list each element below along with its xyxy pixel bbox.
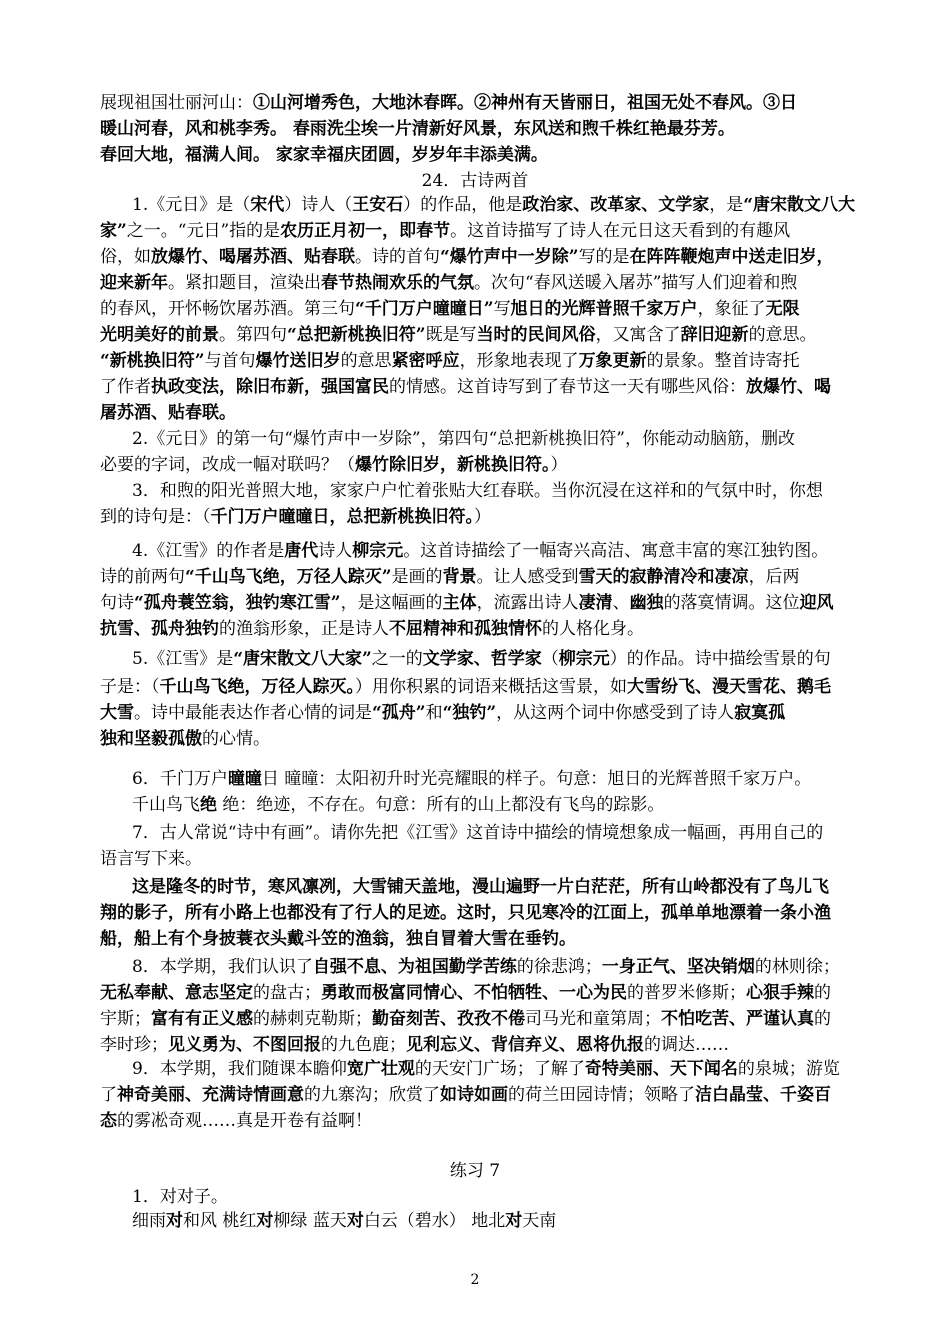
- text-run: ）的作品。诗中描绘雪景的句: [609, 649, 831, 669]
- text-line: [100, 1034, 729, 1056]
- text-run: 的九寨沟；欣赏了: [304, 1085, 440, 1105]
- text-run: 绝：绝迹，不存在。句意：所有的山上都没有飞鸟的踪影。: [217, 795, 665, 815]
- bold-text-run: 船，船上有个身披蓑衣头戴斗笠的渔翁，独自冒着大雪在垂钓。: [100, 929, 576, 949]
- text-run: 了: [100, 1085, 117, 1105]
- bold-text-run: 紧密呼应: [391, 351, 460, 371]
- text-line: [100, 1084, 831, 1106]
- bold-text-run: 柳宗元: [558, 649, 610, 669]
- text-line: [132, 1186, 228, 1208]
- bold-text-run: 春回大地，福满人间。 家家幸福庆团圆，岁岁年丰添美满。: [100, 145, 548, 165]
- bold-text-run: 千山鸟飞绝，万径人踪灭。: [159, 677, 355, 697]
- text-run: 的盘古；: [253, 983, 321, 1003]
- text-run: ）用你积累的词语来概括这雪景，如: [355, 677, 627, 697]
- text-run: ，是: [709, 195, 744, 215]
- bold-text-run: “孤舟”: [372, 703, 426, 723]
- bold-text-run: 见义勇为、不图回报: [168, 1035, 321, 1055]
- text-run: ，从这两个词中你感受到了诗人: [496, 703, 735, 723]
- bold-text-run: “独钓”: [442, 703, 497, 723]
- bold-text-run: 辞旧迎新: [680, 325, 749, 345]
- text-run: 8．本学期，我们认识了: [132, 957, 313, 977]
- bold-text-run: 勤奋刻苦、孜孜不倦: [372, 1009, 525, 1029]
- text-run: 24．古诗两首: [421, 171, 529, 191]
- text-run: 诗的前两句: [100, 567, 185, 587]
- bold-text-run: 神奇美丽、充满诗情画意: [117, 1085, 304, 1105]
- bold-text-run: 万象更新: [578, 351, 647, 371]
- text-line: [100, 272, 797, 294]
- text-line: [100, 298, 800, 320]
- text-line: [100, 592, 834, 614]
- text-run: ）的作品，他是: [403, 195, 523, 215]
- text-line: [132, 1058, 840, 1080]
- text-run: 之一。“元日”指的是: [126, 221, 281, 241]
- text-line: [132, 956, 840, 978]
- text-run: 9．本学期，我们随课本瞻仰: [132, 1059, 347, 1079]
- text-run: 的普罗米修斯；: [627, 983, 746, 1003]
- text-line: [100, 376, 831, 398]
- text-run: 的心情。: [202, 729, 270, 749]
- bold-text-run: 对: [346, 1211, 364, 1231]
- text-run: 的渔翁形象，正是诗人: [219, 619, 389, 639]
- text-run: 的荷兰田园诗情；领略了: [508, 1085, 695, 1105]
- text-run: 展现祖国壮丽河山：: [100, 93, 253, 113]
- bold-text-run: 放爆竹、喝屠苏酒、贴春联: [151, 247, 355, 267]
- text-run: 的泉城；游览: [737, 1059, 840, 1079]
- bold-text-run: 家”: [100, 221, 127, 241]
- text-line: [132, 194, 855, 216]
- text-run: 白云（碧水） 地北: [363, 1211, 506, 1231]
- text-line: [132, 768, 811, 790]
- text-run: 俗，如: [100, 247, 151, 267]
- bold-text-run: 寂寞孤: [734, 703, 786, 723]
- text-line: [100, 144, 548, 166]
- bold-text-run: 屠苏酒、贴春联。: [100, 403, 236, 423]
- text-line: [100, 220, 790, 242]
- bold-text-run: 执政变法，除旧布新，强国富民: [151, 377, 389, 397]
- text-run: 1．对对子。: [132, 1187, 228, 1207]
- bold-text-run: 暖山河春，风和桃李秀。 春雨洗尘埃一片清新好风景，东风送和煦千株红艳最芬芳。: [100, 119, 735, 139]
- text-line: [100, 902, 831, 924]
- text-run: 李时珍；: [100, 1035, 168, 1055]
- text-line: [100, 928, 576, 950]
- text-line: [100, 848, 202, 870]
- text-run: 细雨: [132, 1211, 166, 1231]
- bold-text-run: ①山河增秀色，大地沐春晖。②神州有天皆丽日，祖国无处不春风。③日: [253, 93, 797, 113]
- bold-text-run: 曈曈: [227, 769, 262, 789]
- text-line: [100, 454, 568, 476]
- text-run: 的春风，开怀畅饮屠苏酒。第三句: [100, 299, 355, 319]
- text-line: [100, 324, 817, 346]
- text-run: 7．古人常说“诗中有画”。请你先把《江雪》这首诗中描绘的情境想象成一幅画，再用自己的: [132, 823, 824, 843]
- text-run: 到的诗句是：（: [100, 507, 211, 527]
- text-line: [100, 702, 785, 724]
- bold-text-run: 态: [100, 1111, 117, 1131]
- bold-text-run: 迎风: [799, 593, 834, 613]
- text-line: [132, 428, 795, 450]
- text-run: 、: [612, 593, 630, 613]
- bold-text-run: 不怕吃苦、严谨认真: [661, 1009, 814, 1029]
- text-run: 的九色鹿；: [321, 1035, 406, 1055]
- bold-text-run: 雪天的寂静清冷和凄凉: [578, 567, 749, 587]
- text-run: 的雾凇奇观……真是开卷有益啊！: [117, 1111, 372, 1131]
- text-run: 的意思。: [748, 325, 817, 345]
- bold-text-run: 背景: [442, 567, 477, 587]
- text-line: [100, 982, 831, 1004]
- text-run: ，流露出诗人: [476, 593, 579, 613]
- text-run: 的赫刺克勒斯；: [253, 1009, 372, 1029]
- text-line: [100, 676, 831, 698]
- bold-text-run: 对: [166, 1211, 183, 1231]
- bold-text-run: 洁白晶莹、千姿百: [695, 1085, 831, 1105]
- text-run: 是画的: [391, 567, 443, 587]
- text-line: [100, 506, 491, 528]
- text-run: 的意思: [340, 351, 392, 371]
- bold-text-run: 对: [505, 1211, 523, 1231]
- text-line: [100, 118, 735, 140]
- text-run: 写: [493, 299, 511, 319]
- text-run: 。这首诗描写了诗人在元日这天看到的有趣风: [450, 221, 791, 241]
- text-run: 与首句: [204, 351, 256, 371]
- page-number: 2: [470, 1272, 480, 1288]
- text-line: [100, 728, 270, 750]
- bold-text-run: 王安石: [352, 195, 404, 215]
- text-run: 的人格化身。: [542, 619, 644, 639]
- text-run: 4.《江雪》的作者是: [132, 541, 285, 561]
- text-run: ，形象地表现了: [459, 351, 579, 371]
- text-run: ）: [550, 455, 568, 475]
- text-run: 的情感。这首诗写到了春节这一天有哪些风俗：: [389, 377, 746, 397]
- bold-text-run: “千山鸟飞绝，万径人踪灭”: [185, 567, 392, 587]
- bold-text-run: “总把新桃换旧符”: [287, 325, 426, 345]
- text-run: 的落寞情调。这位: [663, 593, 800, 613]
- bold-text-run: 大雪纷飞、漫天雪花、鹅毛: [627, 677, 831, 697]
- text-run: 的: [814, 983, 831, 1003]
- bold-text-run: 无私奉献、意志坚定: [100, 983, 253, 1003]
- text-line: [100, 1008, 831, 1030]
- text-run: 的徐悲鸿；: [516, 957, 602, 977]
- text-line: [100, 566, 800, 588]
- text-run: 句诗: [100, 593, 134, 613]
- text-run: 日 曈曈：太阳初升时光亮耀眼的样子。句意：旭日的光辉普照千家万户。: [261, 769, 812, 789]
- bold-text-run: 无限: [765, 299, 800, 319]
- bold-text-run: 光明美好的前景: [100, 325, 219, 345]
- bold-text-run: 翔的影子，所有小路上也都没有了行人的足迹。这时，只见寒冷的江面上，孤单单地漂着一条小渔: [100, 903, 831, 923]
- bold-text-run: 对: [256, 1211, 274, 1231]
- text-line: [100, 350, 800, 372]
- text-line: [132, 876, 829, 898]
- bold-text-run: 幽独: [629, 593, 664, 613]
- bold-text-run: “唐宋散文八大家”: [233, 649, 372, 669]
- text-run: 。诗中最能表达作者心情的词是: [134, 703, 372, 723]
- text-line: [100, 92, 797, 114]
- bold-text-run: 心狠手辣: [746, 983, 814, 1003]
- text-run: 的天安门广场；了解了: [414, 1059, 585, 1079]
- bold-text-run: 见利忘义、背信弃义、恩将仇报: [406, 1035, 644, 1055]
- text-line: [100, 618, 644, 640]
- text-run: 和风 桃红: [183, 1211, 257, 1231]
- bold-text-run: 这是隆冬的时节，寒风凛冽，大雪铺天盖地，漫山遍野一片白茫茫，所有山岭都没有了鸟儿飞: [132, 877, 829, 897]
- text-run: ）诗人（: [284, 195, 353, 215]
- bold-text-run: “千门万户曈曈日”: [355, 299, 494, 319]
- bold-text-run: 爆竹除旧岁，新桃换旧符。: [355, 455, 551, 475]
- bold-text-run: 爆竹送旧岁: [255, 351, 341, 371]
- text-run: 练习 7: [449, 1161, 501, 1181]
- bold-text-run: 一身正气、坚决销烟: [601, 957, 755, 977]
- text-run: 的: [814, 1009, 831, 1029]
- text-run: 天南: [522, 1211, 557, 1231]
- text-run: 子是：（: [100, 677, 160, 697]
- bold-text-run: “新桃换旧符”: [100, 351, 205, 371]
- bold-text-run: 独和坚毅孤傲: [100, 729, 202, 749]
- section-heading: [0, 1160, 950, 1182]
- text-run: 之一的: [371, 649, 423, 669]
- bold-text-run: 春节热闹欢乐的气氛: [321, 273, 474, 293]
- bold-text-run: 勇敢而极富同情心、不怕牺牲、一心为民: [321, 983, 627, 1003]
- text-run: 1.《元日》是（: [132, 195, 251, 215]
- text-run: 的调达……: [644, 1035, 729, 1055]
- bold-text-run: “唐宋散文八大: [743, 195, 856, 215]
- bold-text-run: 如诗如画: [440, 1085, 508, 1105]
- bold-text-run: 奇特美丽、天下闻名: [584, 1059, 738, 1079]
- text-line: [100, 1110, 372, 1132]
- bold-text-run: 凄清: [578, 593, 613, 613]
- text-run: 必要的字词，改成一幅对联吗？（: [100, 455, 355, 475]
- text-run: 5.《江雪》是: [132, 649, 234, 669]
- text-run: 。次句“春风送暖入屠苏”描写人们迎着和煦: [474, 273, 798, 293]
- section-heading: [0, 170, 950, 192]
- bold-text-run: 宋代: [250, 195, 285, 215]
- text-line: [100, 246, 834, 268]
- text-run: 6．千门万户: [132, 769, 228, 789]
- bold-text-run: 不屈精神和孤独情怀: [389, 619, 542, 639]
- text-run: 语言写下来。: [100, 849, 202, 869]
- text-run: 。第四句: [219, 325, 287, 345]
- text-line: [132, 480, 823, 502]
- bold-text-run: 宽广壮观: [346, 1059, 415, 1079]
- text-line: [132, 648, 831, 670]
- text-run: 。紧扣题目，渲染出: [168, 273, 321, 293]
- text-run: 和: [425, 703, 443, 723]
- bold-text-run: 迎来新年: [100, 273, 168, 293]
- bold-text-run: 当时的民间风俗: [476, 325, 596, 345]
- text-run: 千山鸟飞: [132, 795, 200, 815]
- bold-text-run: 政治家、改革家、文学家: [522, 195, 710, 215]
- text-run: 司马光和童第周；: [525, 1009, 661, 1029]
- bold-text-run: 富有有正义感: [151, 1009, 253, 1029]
- text-run: ）: [474, 507, 491, 527]
- bold-text-run: 放爆竹、喝: [746, 377, 831, 397]
- bold-text-run: 抗雪、孤舟独钓: [100, 619, 219, 639]
- bold-text-run: 旭日的光辉普照千家万户: [510, 299, 698, 319]
- bold-text-run: “爆竹声中一岁除”: [440, 247, 579, 267]
- text-run: 。让人感受到: [476, 567, 579, 587]
- bold-text-run: 在阵阵鞭炮声中送走旧岁，: [629, 247, 834, 267]
- text-run: （: [541, 649, 559, 669]
- text-run: ，象征了: [697, 299, 766, 319]
- text-run: 诗人: [318, 541, 353, 561]
- text-run: 既是写: [425, 325, 477, 345]
- bold-text-run: 自强不息、为祖国勤学苦练: [312, 957, 517, 977]
- bold-text-run: 主体: [442, 593, 477, 613]
- text-run: 。这首诗描绘了一幅寄兴高洁、寓意丰富的寒江独钓图。: [403, 541, 829, 561]
- text-run: ，又寓含了: [595, 325, 681, 345]
- text-run: 了作者: [100, 377, 151, 397]
- text-run: 宇斯；: [100, 1009, 151, 1029]
- bold-text-run: 大雪: [100, 703, 134, 723]
- bold-text-run: 千门万户曈曈日，总把新桃换旧符。: [210, 507, 474, 527]
- text-line: [132, 540, 828, 562]
- text-run: ，是这幅画的: [340, 593, 443, 613]
- text-line: [132, 1210, 556, 1232]
- text-run: 3．和煦的阳光普照大地，家家户户忙着张贴大红春联。当你沉浸在这祥和的气氛中时，你想: [132, 481, 823, 501]
- bold-text-run: 绝: [200, 795, 217, 815]
- bold-text-run: 文学家、哲学家: [422, 649, 542, 669]
- text-run: 2.《元日》的第一句“爆竹声中一岁除”，第四句“总把新桃换旧符”，你能动动脑筋，删改: [132, 429, 795, 449]
- bold-text-run: 农历正月初一，即春节: [280, 221, 451, 241]
- bold-text-run: 唐代: [284, 541, 319, 561]
- text-line: [132, 822, 823, 844]
- text-run: 柳绿 蓝天: [273, 1211, 347, 1231]
- bold-text-run: “孤舟蓑笠翁，独钓寒江雪”: [134, 593, 341, 613]
- bold-text-run: 柳宗元: [352, 541, 404, 561]
- text-run: 写的是: [578, 247, 630, 267]
- text-run: 的林则徐；: [754, 957, 840, 977]
- text-run: ，后两: [748, 567, 800, 587]
- text-line: [100, 402, 236, 424]
- text-run: 。诗的首句: [355, 247, 440, 267]
- text-line: [132, 794, 664, 816]
- text-run: 的景象。整首诗寄托: [646, 351, 800, 371]
